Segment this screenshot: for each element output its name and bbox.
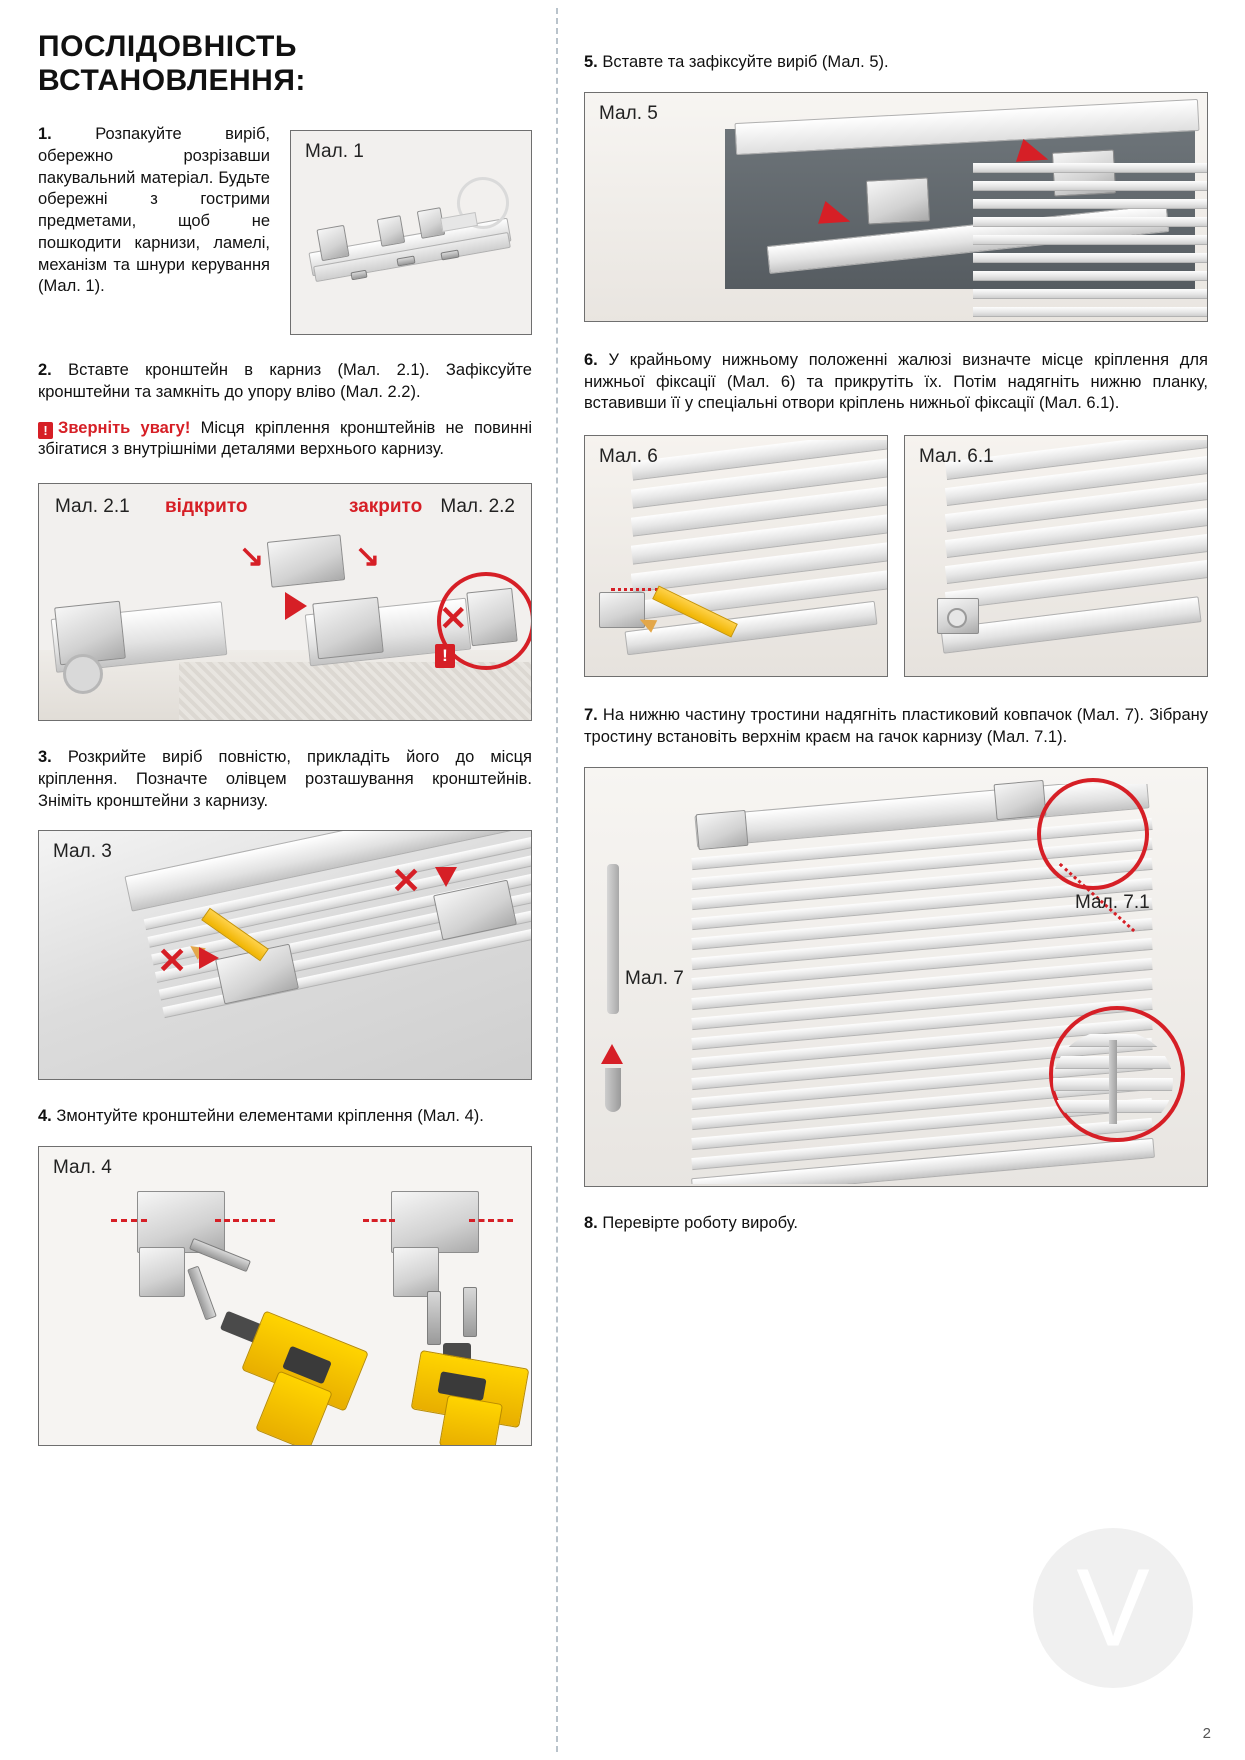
bracket-mount-left (137, 1191, 225, 1253)
screw (440, 249, 459, 260)
slat (973, 163, 1208, 173)
slat (973, 289, 1208, 299)
step-5-body: Вставте та зафіксуйте виріб (Мал. 5). (602, 53, 889, 71)
screw (427, 1291, 441, 1345)
step-6-number: 6. (584, 350, 598, 369)
bracket-right (994, 779, 1047, 819)
figure-6-label: Мал. 6 (599, 446, 658, 468)
figure-4-label: Мал. 4 (53, 1157, 112, 1179)
page-title: ПОСЛІДОВНІСТЬ ВСТАНОВЛЕННЯ: (38, 30, 306, 97)
bracket-left (696, 809, 749, 849)
arrow-right-icon (199, 947, 219, 969)
marking-dots (611, 588, 659, 591)
figure-2-1-label: Мал. 2.1 (55, 496, 130, 518)
slat (973, 181, 1208, 191)
step-2-body: Вставте кронштейн в карниз (Мал. 2.1). Зафіксуйте кронштейни та замкніть до упору вліво (Мал. 2.2). (38, 361, 532, 401)
bracket-mount-right (391, 1191, 479, 1253)
figure-3-label: Мал. 3 (53, 841, 112, 863)
step-2-warning (38, 418, 532, 462)
figure-5 (584, 92, 1208, 322)
screw (187, 1266, 217, 1321)
step-3-body: Розкрийте виріб повністю, прикладіть його до місця кріплення. Позначте олівцем розташування кронштейнів. Зніміть кронштейни з карнизу. (38, 748, 532, 810)
cross-icon: ✕ (439, 600, 468, 639)
figure-6 (584, 435, 888, 677)
warning-text: Місця кріплення кронштейнів не повинні збігатися з внутрішніми деталями верхнього карнизу. (38, 418, 532, 459)
alignment-guide (363, 1219, 395, 1222)
step-4-body: Змонтуйте кронштейни елементами кріплення (Мал. 4). (56, 1107, 484, 1126)
watermark-logo (1033, 1528, 1193, 1688)
slat (973, 271, 1208, 281)
slat (973, 235, 1208, 245)
rail-end-cap (63, 654, 103, 694)
label-open: відкрито (165, 496, 248, 518)
wand-in-detail (1109, 1040, 1117, 1124)
step-6-text (584, 350, 1208, 415)
figure-5-label: Мал. 5 (599, 102, 658, 124)
bracket-floating (267, 534, 345, 587)
bracket-plate-left (139, 1247, 185, 1297)
drill-handle-right (439, 1395, 503, 1446)
step-8-text (584, 1213, 1208, 1235)
column-divider (556, 8, 558, 1752)
arrow-down-icon: ↘ (355, 540, 381, 574)
figure-1-label: Мал. 1 (305, 141, 364, 162)
step-8-body: Перевірте роботу виробу. (602, 1213, 798, 1232)
step-7-text (584, 705, 1208, 749)
warning-icon: ! (38, 422, 53, 439)
step-3-number: 3. (38, 748, 52, 767)
right-column (584, 30, 1208, 1248)
detail-zoom-content (1053, 1030, 1173, 1134)
bracket-right (312, 597, 383, 660)
figure-7-1-label: Мал. 7.1 (1075, 891, 1150, 913)
control-wand (607, 864, 619, 1014)
bracket-plate-right (393, 1247, 439, 1297)
fix-hole (947, 608, 967, 628)
screw (463, 1287, 477, 1337)
figure-6-row (584, 435, 1208, 677)
step-3-text (38, 747, 532, 812)
label-closed: закрито (349, 496, 423, 518)
page-number: 2 (1202, 1725, 1211, 1742)
step-7-number: 7. (584, 706, 598, 725)
wand-cap (605, 1068, 621, 1112)
bracket-installed-left (866, 177, 930, 224)
screw (350, 270, 367, 281)
step-1-text (38, 124, 270, 298)
slat (973, 253, 1208, 263)
blind-slats-group (973, 153, 1208, 322)
step-4-text (38, 1106, 532, 1128)
step-4-number: 4. (38, 1107, 52, 1126)
detail-circle-top (1037, 778, 1149, 890)
left-column (38, 30, 532, 1446)
arrow-up-icon (601, 1044, 623, 1064)
step-5-text (584, 52, 1208, 74)
alignment-guide (469, 1219, 513, 1222)
arrow-down-icon: ↘ (239, 540, 265, 574)
bracket-part (377, 215, 405, 247)
figure-6-1 (904, 435, 1208, 677)
figure-7 (584, 767, 1208, 1187)
step-5-number: 5. (584, 53, 598, 71)
warning-label: Зверніть увагу! (58, 418, 191, 437)
step-2-number: 2. (38, 361, 52, 379)
cross-icon: ✕ (391, 860, 422, 902)
figure-2 (38, 483, 532, 721)
wall-texture (179, 662, 532, 720)
arrow-right-icon (285, 592, 307, 620)
alignment-guide (111, 1219, 147, 1222)
step-6-body: У крайньому нижньому положенні жалюзі визначте місце кріплення для нижньої фіксації (Мал. 6) та прикрутіть їх. Потім надягніть нижню планку, вставивши її у спеціальні отвори кріплень нижньої фіксації (Мал. 6.1). (584, 350, 1208, 413)
step-2-block (38, 360, 532, 461)
slat (973, 217, 1208, 227)
figure-7-label: Мал. 7 (625, 967, 684, 989)
step-2-text (38, 360, 532, 404)
slat (973, 199, 1208, 209)
figure-3 (38, 830, 532, 1080)
alignment-guide (215, 1219, 275, 1222)
cross-icon: ✕ (157, 940, 188, 982)
figure-6-1-label: Мал. 6.1 (919, 446, 994, 468)
figure-4 (38, 1146, 532, 1446)
step-1-body: Розпакуйте виріб, обережно розрізавши пакувальний матеріал. Будьте обережні з гострими предметами, щоб не пошкодити карнизи, ламелі, механізм та шнури керування (Мал. 1). (38, 125, 270, 296)
step-1-block (38, 124, 532, 334)
warning-badge: ! (435, 644, 455, 668)
bracket-part (316, 225, 349, 261)
step-7-body: На нижню частину тростини надягніть пластиковий ковпачок (Мал. 7). Зібрану тростину встановіть верхнім краєм на гачок карнизу (Мал. 7.1). (584, 706, 1208, 746)
figure-2-2-label: Мал. 2.2 (440, 496, 515, 518)
step-1-number: 1. (38, 125, 52, 143)
arrow-down-icon (435, 867, 457, 887)
figure-1 (290, 130, 532, 335)
slat (973, 307, 1208, 317)
step-8-number: 8. (584, 1213, 598, 1232)
